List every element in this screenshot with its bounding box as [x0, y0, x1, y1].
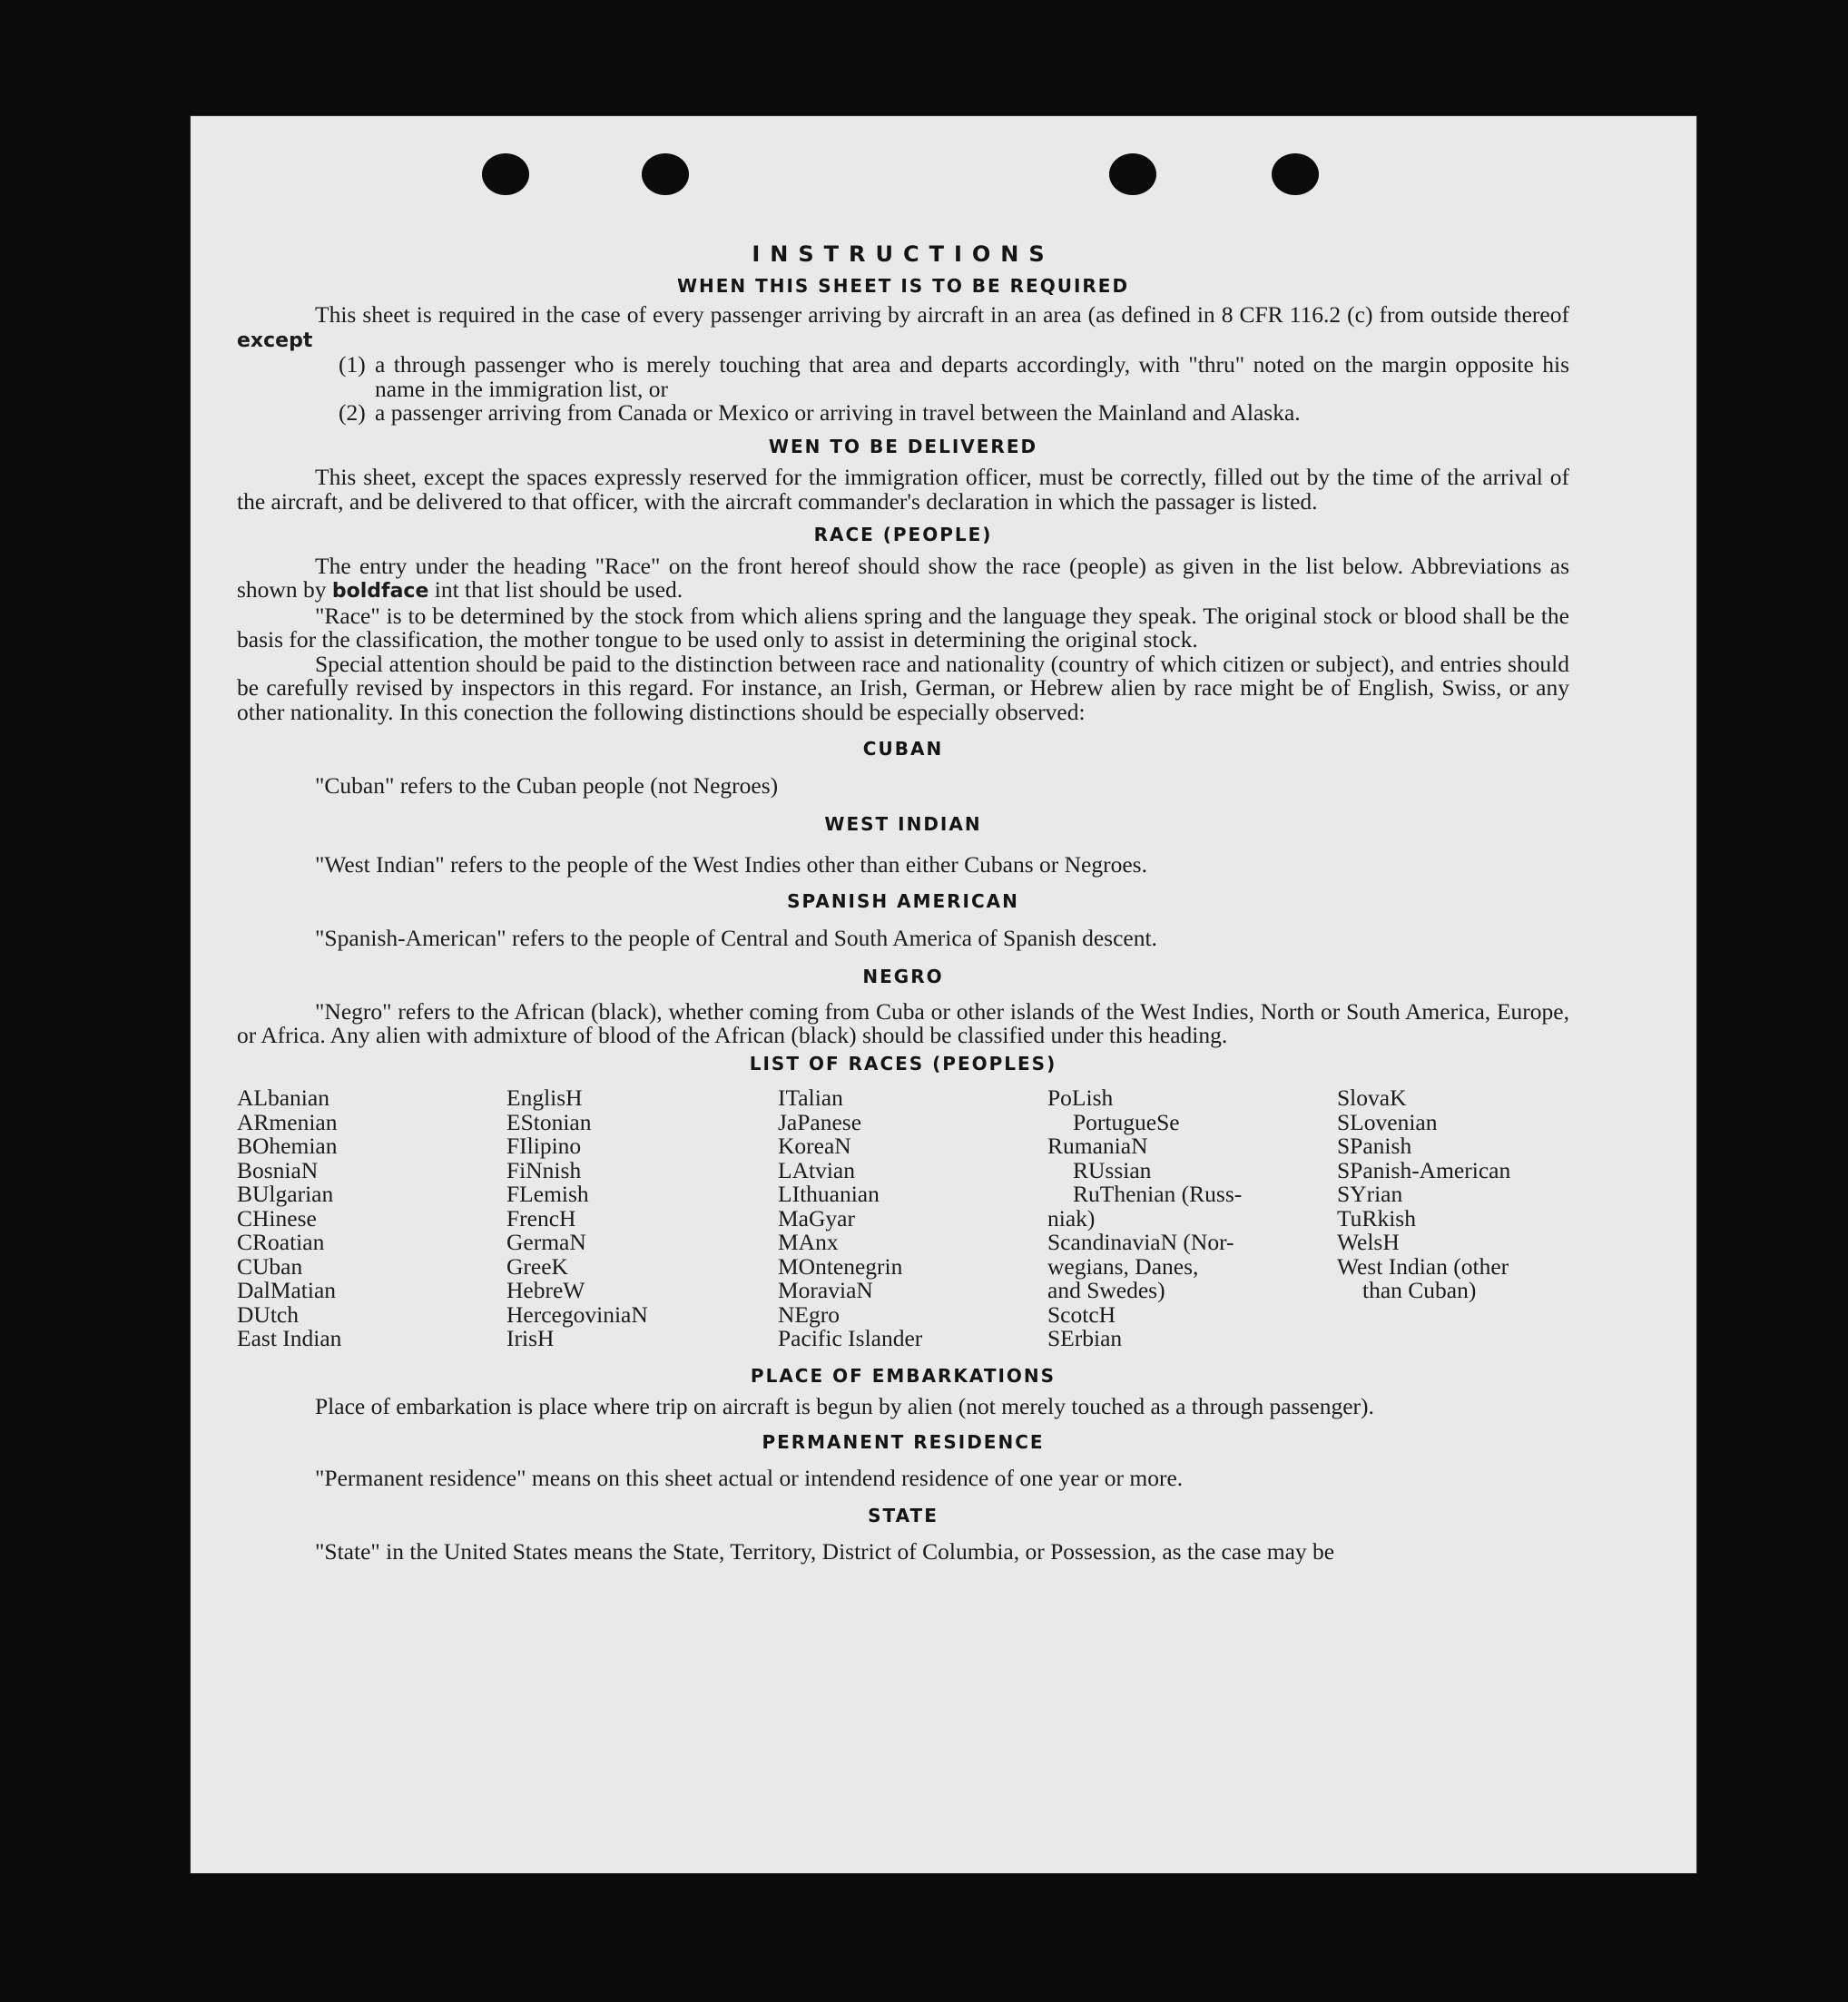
race-entry: MaGyar	[778, 1204, 855, 1232]
race-entry: FiNnish	[506, 1156, 582, 1183]
race-entry: ScandinaviaN (Nor-	[1047, 1229, 1234, 1255]
race-entry: LIthuanian	[778, 1181, 880, 1207]
race-entry: MoraviaN	[778, 1277, 873, 1303]
section-heading-delivered: WEN TO BE DELIVERED	[768, 435, 1038, 457]
race-entry: RUssian	[1073, 1156, 1152, 1183]
race-entry: PortugueSe	[1073, 1108, 1180, 1135]
race-entry: KoreaN	[778, 1133, 851, 1159]
race-entry: FLemish	[506, 1181, 589, 1207]
races-column	[237, 1086, 506, 1351]
race-entry: ScotcH	[1047, 1300, 1116, 1328]
page-title: INSTRUCTIONS	[752, 241, 1055, 267]
section-heading-embarkation: PLACE OF EMBARKATIONS	[750, 1364, 1057, 1387]
race-entry: MOntenegrin	[778, 1252, 903, 1280]
punch-hole	[482, 153, 529, 195]
race-entry: than Cuban)	[1362, 1277, 1477, 1303]
exception-item: (2) a passenger arriving from Canada or Mexico or arriving in travel between the Mainland and Alaska.	[339, 399, 1301, 426]
negro-text: "Negro" refers to the African (black), whether coming from Cuba or other islands of the West Indies, North or South America, Europe, or Africa. Any alien with admixture of blood of the African (black) should be classified under this heading.	[237, 997, 1569, 1048]
section-heading-list: LIST OF RACES (PEOPLES)	[749, 1052, 1057, 1075]
race-entry: SErbian	[1047, 1325, 1123, 1351]
section-heading-race: RACE (PEOPLE)	[813, 524, 993, 545]
west-indian-text: "West Indian" refers to the people of the West Indies other than either Cubans or Negroes.	[315, 850, 1147, 878]
race-entry: BUlgarian	[237, 1181, 334, 1207]
race-paragraph-3: Special attention should be paid to the distinction between race and nationality (country of which citizen or subject), and entries should be carefully revised by inspectors in this regard. For instance, an Irish, German, or Hebrew alien by race might be of English, Swiss, or any other nationality. In this conection the following distinctions should be especially observed:	[237, 650, 1569, 725]
race-entry: PoLish	[1047, 1084, 1114, 1111]
race-entry: DUtch	[237, 1300, 299, 1328]
section-heading-west-indian: WEST INDIAN	[824, 813, 982, 835]
cuban-text: "Cuban" refers to the Cuban people (not Negroes)	[315, 771, 779, 799]
races-column	[506, 1086, 778, 1351]
section-heading-state: STATE	[868, 1504, 939, 1526]
section-heading-spanish-american: SPANISH AMERICAN	[787, 890, 1019, 912]
race-entry: CUban	[237, 1252, 303, 1280]
state-text: "State" in the United States means the State, Territory, District of Columbia, or Possession, as the case may be	[315, 1538, 1335, 1565]
race-entry: RuThenian (Russ-	[1073, 1181, 1243, 1207]
race-paragraph-2: "Race" is to be determined by the stock from which aliens spring and the language they speak. The original stock or blood shall be the basis for the classification, the mother tongue to be used only to assist in determining the original stock.	[237, 602, 1569, 653]
punch-hole	[1109, 153, 1156, 195]
race-paragraph-1: The entry under the heading "Race" on the front hereof should show the race (people) as given in the list below. Abbreviations as shown by boldface int that list should be used.	[237, 552, 1569, 603]
race-entry: East Indian	[237, 1325, 342, 1351]
race-entry: BOhemian	[237, 1133, 338, 1159]
section-heading-required: WHEN THIS SHEET IS TO BE REQUIRED	[676, 274, 1130, 297]
punch-hole	[1272, 153, 1319, 195]
races-column	[778, 1086, 1047, 1351]
race-entry: BosniaN	[237, 1156, 319, 1183]
race-entry: JaPanese	[778, 1108, 862, 1135]
race-entry: GermaN	[506, 1229, 586, 1255]
delivered-text: This sheet, except the spaces expressly reserved for the immigration officer, must be correctly, filled out by the time of the arrival of the aircraft, and be delivered to that officer, with the aircraft commander's declaration in which the passager is listed.	[237, 464, 1569, 515]
instructions-content	[237, 242, 1569, 1565]
section-heading-cuban: CUBAN	[862, 738, 944, 760]
race-entry: wegians, Danes,	[1047, 1252, 1199, 1280]
races-column	[1047, 1086, 1337, 1351]
race-entry: CRoatian	[237, 1229, 325, 1255]
race-entry: SLovenian	[1337, 1108, 1438, 1135]
section-heading-negro: NEGRO	[862, 966, 944, 987]
race-entry: FrencH	[506, 1204, 576, 1232]
race-entry: SPanish-American	[1337, 1156, 1511, 1183]
race-entry: ARmenian	[237, 1108, 338, 1135]
race-entry: WelsH	[1337, 1229, 1400, 1255]
document-page	[190, 115, 1697, 1874]
race-entry: DalMatian	[237, 1277, 337, 1303]
race-entry: RumaniaN	[1047, 1133, 1148, 1159]
race-entry: GreeK	[506, 1252, 568, 1280]
race-entry: FIlipino	[506, 1133, 582, 1159]
race-entry: HebreW	[506, 1277, 585, 1303]
race-entry: HercegoviniaN	[506, 1300, 648, 1328]
race-entry: EStonian	[506, 1108, 592, 1135]
race-entry: LAtvian	[778, 1156, 855, 1183]
race-entry: MAnx	[778, 1229, 839, 1255]
exception-item: (1) a through passenger who is merely touching that area and departs accordingly, with "thru" noted on the margin opposite his name in the immigration list, or	[339, 351, 1569, 402]
race-entry: IrisH	[506, 1325, 555, 1351]
spanish-american-text: "Spanish-American" refers to the people of Central and South America of Spanish descent.	[315, 924, 1157, 951]
race-entry: CHinese	[237, 1204, 317, 1232]
punch-hole	[642, 153, 689, 195]
race-entry: West Indian (other	[1337, 1252, 1509, 1280]
race-entry: SPanish	[1337, 1133, 1412, 1159]
race-entry: TuRkish	[1337, 1204, 1416, 1232]
residence-text: "Permanent residence" means on this sheet actual or intendend residence of one year or more.	[315, 1465, 1184, 1491]
race-entry: ITalian	[778, 1084, 843, 1111]
race-entry: EnglisH	[506, 1084, 583, 1111]
required-intro: This sheet is required in the case of every passenger arriving by aircraft in an area (as defined in 8 CFR 116.2 (c) from outside thereof except	[237, 301, 1569, 352]
race-entry: SYrian	[1337, 1181, 1403, 1207]
embarkation-text: Place of embarkation is place where trip on aircraft is begun by alien (not merely touched as a through passenger).	[315, 1393, 1374, 1419]
race-entry: ALbanian	[237, 1084, 329, 1111]
race-entry: NEgro	[778, 1300, 840, 1328]
section-heading-residence: PERMANENT RESIDENCE	[762, 1430, 1045, 1453]
race-entry: and Swedes)	[1047, 1277, 1165, 1303]
race-entry: niak)	[1047, 1204, 1096, 1232]
races-list	[237, 1086, 1569, 1351]
races-column	[1337, 1086, 1510, 1351]
race-entry: SlovaK	[1337, 1084, 1407, 1111]
race-entry: Pacific Islander	[778, 1325, 923, 1351]
